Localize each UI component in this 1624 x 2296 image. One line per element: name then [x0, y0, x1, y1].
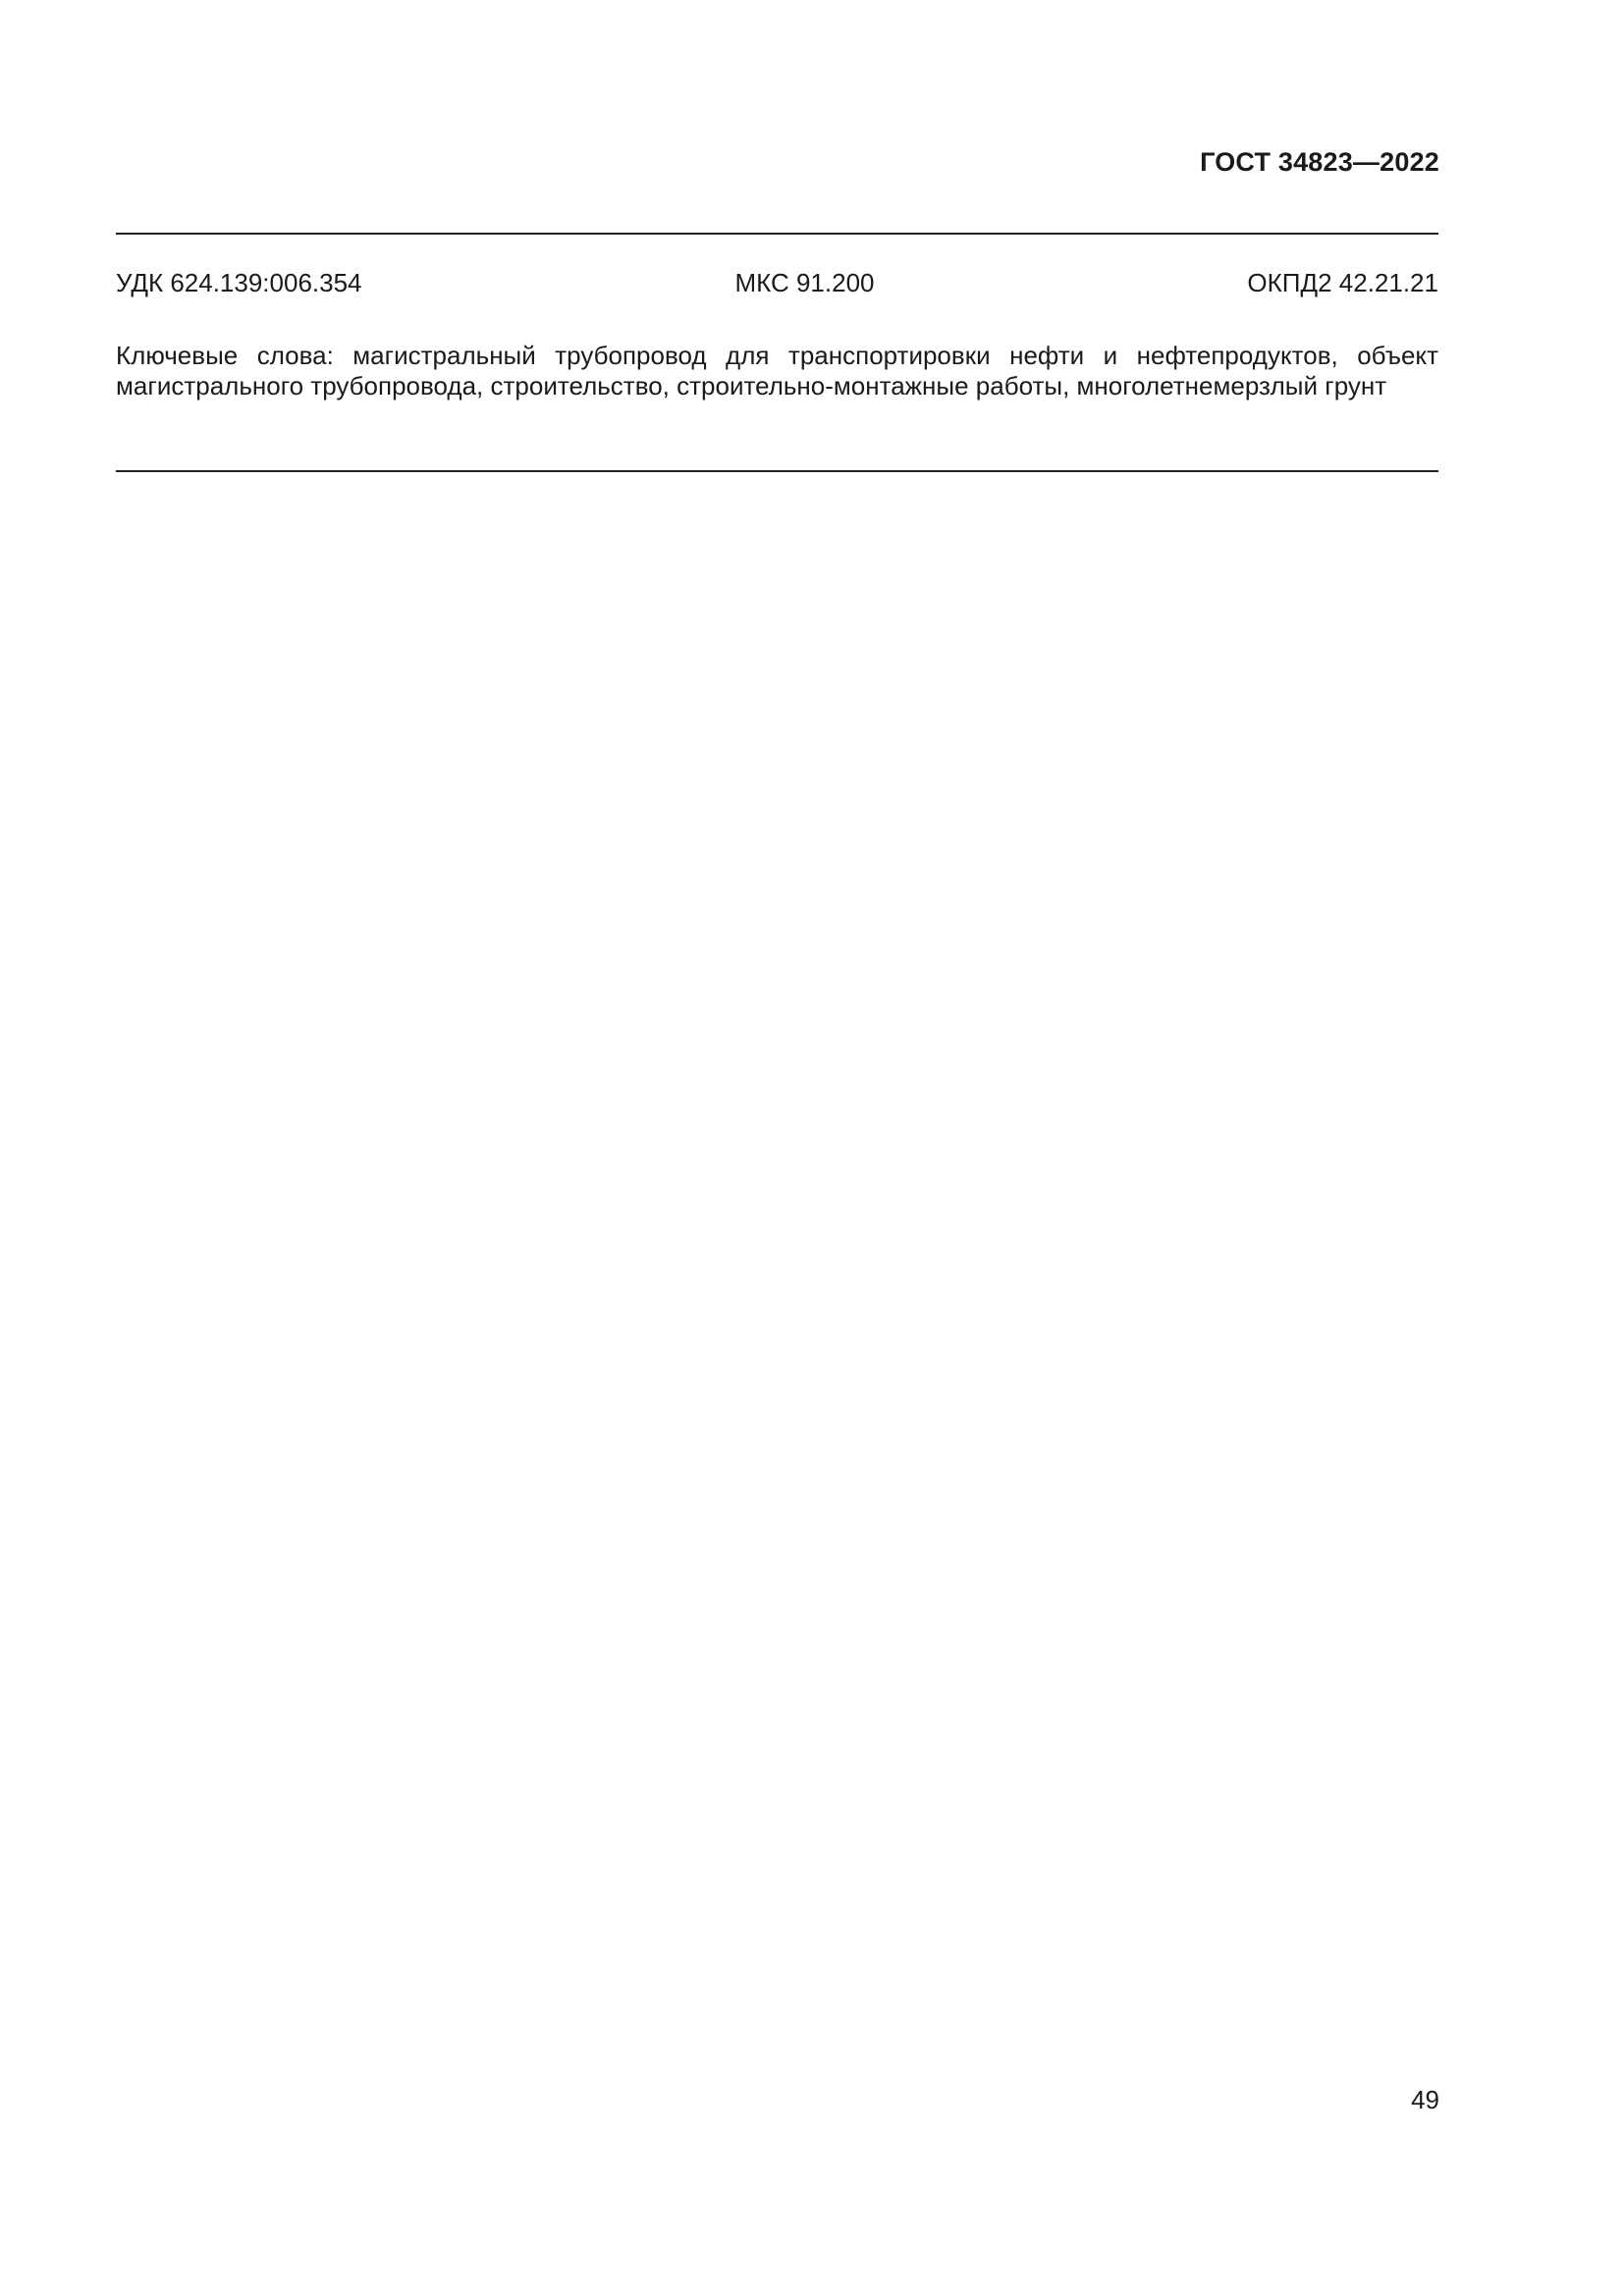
mks-code: МКС 91.200: [734, 268, 875, 297]
keywords-paragraph: Ключевые слова: магистральный трубопровод для транспортировки нефти и нефтепродуктов, объект магистрального трубопровода, строительство, строительно-монтажные работы, многолетнемерзлый грунт: [116, 341, 1438, 400]
document-code: ГОСТ 34823—2022: [1200, 147, 1439, 177]
classification-row: [116, 267, 1438, 298]
page-number: 49: [1411, 2085, 1439, 2114]
okpd-code: ОКПД2 42.21.21: [1247, 268, 1438, 297]
udk-code: УДК 624.139:006.354: [116, 268, 362, 297]
top-divider: [116, 233, 1438, 235]
bottom-divider: [116, 470, 1438, 472]
